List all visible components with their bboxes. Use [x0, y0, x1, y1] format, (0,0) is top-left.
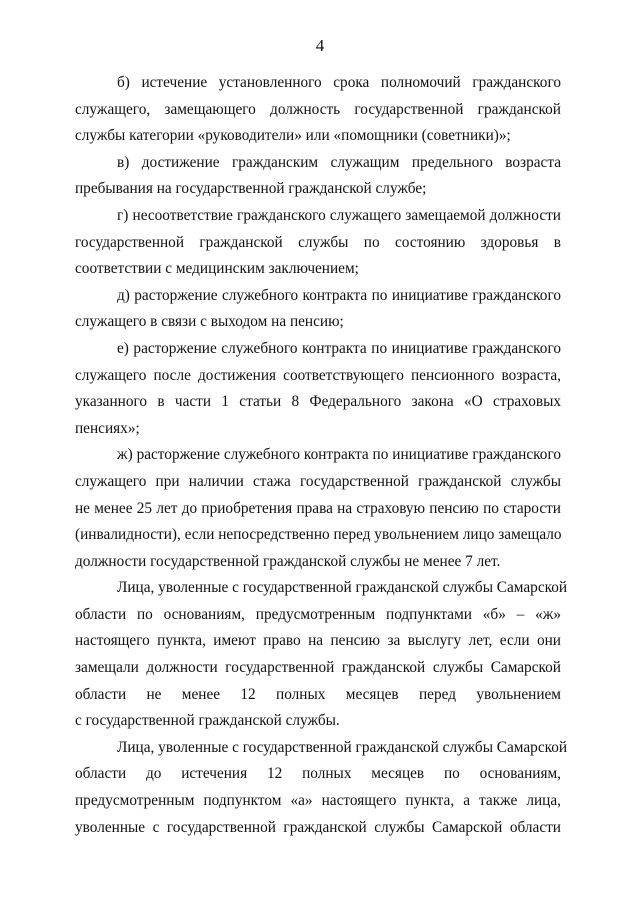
document-body: [75, 70, 568, 841]
paragraph-item-v: [75, 150, 561, 203]
text-line: области не менее 12 полных месяцев перед увольнением: [75, 685, 561, 703]
text-line: области по основаниям, предусмотренным подпунктами «б» – «ж»: [75, 605, 561, 623]
paragraph-item-g: [75, 203, 561, 283]
text-line: настоящего пункта, имеют право на пенсию за выслугу лет, если они: [75, 632, 561, 650]
text-line: службы категории «руководители» или «помощники (советники)»;: [75, 127, 511, 145]
text-line: (инвалидности), если непосредственно перед увольнением лицо замещало: [75, 526, 562, 544]
paragraph-item-e: [75, 336, 561, 442]
text-line: замещали должности государственной гражданской службы Самарской: [75, 659, 561, 677]
text-line: служащего при наличии стажа государственной гражданской службы: [75, 472, 561, 490]
text-line: е) расторжение служебного контракта по инициативе гражданского: [117, 339, 561, 357]
text-line: Лица, уволенные с государственной гражданской службы Самарской: [117, 738, 568, 756]
text-line: г) несоответствие гражданского служащего замещаемой должности: [117, 206, 561, 224]
text-line: пребывания на государственной гражданской службе;: [75, 180, 427, 198]
text-line: б) истечение установленного срока полномочий гражданского: [117, 74, 561, 91]
text-line: с государственной гражданской службы.: [75, 712, 340, 730]
paragraph-item-zh: [75, 442, 561, 575]
paragraph-item-b: [75, 70, 561, 150]
text-line: не менее 25 лет до приобретения права на страховую пенсию по старости: [75, 499, 561, 517]
text-line: пенсиях»;: [75, 419, 140, 437]
text-line: Лица, уволенные с государственной гражданской службы Самарской: [117, 579, 568, 597]
page-number: 4: [315, 36, 325, 55]
text-line: ж) расторжение служебного контракта по инициативе гражданского: [117, 446, 561, 464]
text-line: уволенные с государственной гражданской службы Самарской области: [75, 818, 561, 836]
text-line: соответствии с медицинским заключением;: [75, 260, 359, 278]
text-line: должности государственной гражданской службы не менее 7 лет.: [75, 552, 501, 570]
text-line: служащего, замещающего должность государственной гражданской: [75, 100, 561, 118]
paragraph-pension-right: [75, 575, 568, 735]
text-line: служащего в связи с выходом на пенсию;: [75, 313, 344, 331]
text-line: предусмотренным подпунктом «а» настоящего пункта, а также лица,: [75, 792, 561, 810]
text-line: служащего после достижения соответствующего пенсионного возраста,: [75, 366, 561, 384]
text-line: в) достижение гражданским служащим предельного возраста: [117, 153, 561, 171]
paragraph-item-d: [75, 283, 561, 336]
text-line: д) расторжение служебного контракта по инициативе гражданского: [117, 286, 561, 304]
paragraph-dismissed-persons: [75, 735, 568, 841]
text-line: указанного в части 1 статьи 8 Федерального закона «О страховых: [75, 393, 561, 411]
text-line: области до истечения 12 полных месяцев по основаниям,: [75, 765, 561, 783]
text-line: государственной гражданской службы по состоянию здоровья в: [75, 233, 561, 251]
